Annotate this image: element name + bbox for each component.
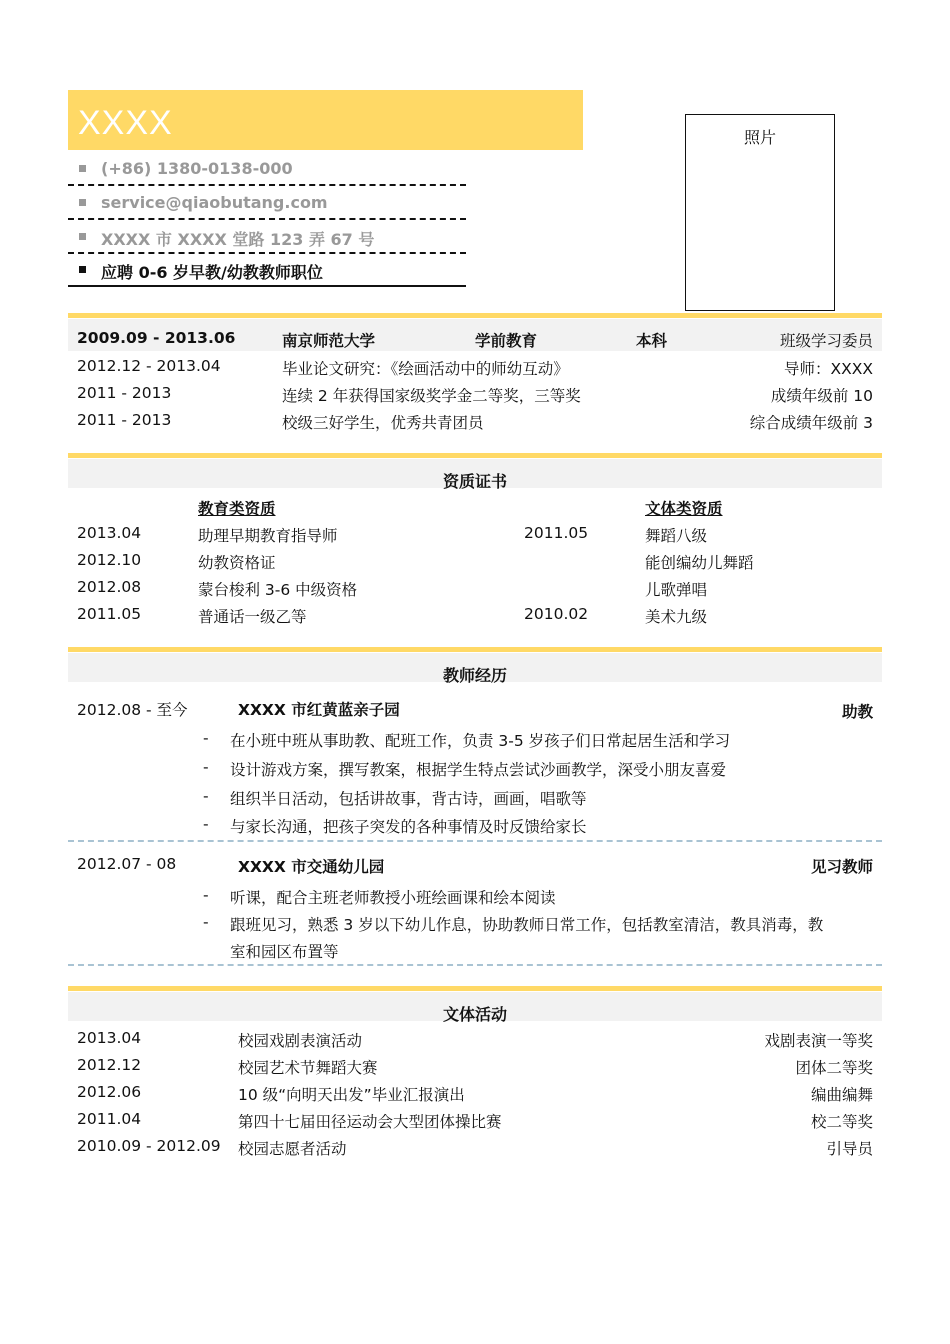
activity-name: 第四十七届田径运动会大型团体操比赛 [238,1113,502,1131]
cert-name: 助理早期教育指导师 [198,527,338,545]
edu-row-right: 综合成绩年级前 3 [749,414,873,432]
activity-date: 2012.12 [77,1056,142,1074]
photo-placeholder [685,114,835,311]
edu-row-desc: 毕业论文研究：《绘画活动中的师幼互动》 [282,360,569,378]
job-bullet: 与家长沟通，把孩子突发的各种事情及时反馈给家长 [230,818,587,836]
cert-name: 儿歌弹唱 [645,581,708,599]
cert-name: 美术九级 [645,608,708,626]
edu-school: 南京师范大学 [282,332,376,350]
job-bullet: 跟班见习，熟悉 3 岁以下幼儿作息，协助教师日常工作，包括教室清洁，教具消毒，教 [230,916,824,934]
activity-name: 校园志愿者活动 [238,1140,347,1158]
job-date: 2012.08 - 至今 [77,701,188,719]
edu-date: 2009.09 - 2013.06 [77,329,236,347]
dash-bullet-icon: - [203,787,209,805]
cert-date: 2013.04 [77,524,142,542]
activity-award: 引导员 [826,1140,873,1158]
square-bullet-icon [79,199,86,206]
activities-title: 文体活动 [442,1005,507,1024]
activity-award: 团体二等奖 [795,1059,873,1077]
cert-name: 舞蹈八级 [645,527,708,545]
certs-title: 资质证书 [442,472,507,491]
experience-title: 教师经历 [442,666,507,685]
job-bullet-continued: 室和园区布置等 [230,943,339,961]
section-divider [68,313,882,318]
dash-bullet-icon: - [203,758,209,776]
cert-date: 2010.02 [524,605,589,623]
square-bullet-icon [79,165,86,172]
certs-left-heading: 教育类资质 [198,500,276,518]
cert-date: 2011.05 [77,605,142,623]
edu-degree: 本科 [636,332,668,350]
photo-label: 照片 [743,128,776,147]
activity-date: 2011.04 [77,1110,142,1128]
edu-row-right: 导师：XXXX [784,360,873,378]
activity-name: 校园戏剧表演活动 [238,1032,363,1050]
cert-name: 幼教资格证 [198,554,276,572]
cert-name: 能创编幼儿舞蹈 [645,554,754,572]
cert-date: 2012.10 [77,551,142,569]
email-text: service@qiaobutang.com [101,193,328,212]
square-bullet-icon [79,233,86,240]
edu-row-date: 2011 - 2013 [77,384,172,402]
job-bullet: 组织半日活动，包括讲故事，背古诗，画画，唱歌等 [230,790,587,808]
job-bullet: 听课，配合主班老师教授小班绘画课和绘本阅读 [230,889,556,907]
edu-role: 班级学习委员 [779,332,873,350]
cert-date: 2012.08 [77,578,142,596]
cert-name: 蒙台梭利 3-6 中级资格 [198,581,358,599]
job-date: 2012.07 - 08 [77,855,177,873]
activity-award: 校二等奖 [810,1113,873,1131]
dash-bullet-icon: - [203,729,209,747]
activity-name: 校园艺术节舞蹈大赛 [238,1059,378,1077]
job-role: 助教 [841,703,873,721]
square-bullet-icon [79,266,86,273]
section-divider [68,647,882,652]
edu-row-desc: 校级三好学生，优秀共青团员 [282,414,484,432]
edu-row-right: 成绩年级前 10 [770,387,873,405]
edu-row-date: 2011 - 2013 [77,411,172,429]
candidate-name: XXXX [78,104,173,142]
section-divider [68,986,882,991]
job-org: XXXX 市交通幼儿园 [238,858,385,876]
activity-date: 2012.06 [77,1083,142,1101]
edu-row-date: 2012.12 - 2013.04 [77,357,221,375]
dash-bullet-icon: - [203,913,209,931]
job-org: XXXX 市红黄蓝亲子园 [238,701,400,719]
cert-name: 普通话一级乙等 [198,608,307,626]
job-bullet: 在小班中班从事助教、配班工作，负责 3-5 岁孩子们日常起居生活和学习 [230,732,731,750]
job-bullet: 设计游戏方案，撰写教案，根据学生特点尝试沙画教学，深受小朋友喜爱 [230,761,727,779]
dash-bullet-icon: - [203,886,209,904]
email-row [68,190,466,220]
activity-award: 戏剧表演一等奖 [764,1032,873,1050]
activity-award: 编曲编舞 [810,1086,873,1104]
activity-name: 10 级“向明天出发”毕业汇报演出 [238,1086,465,1104]
objective-row [68,257,466,287]
dash-bullet-icon: - [203,815,209,833]
phone-row [68,156,466,186]
objective-text: 应聘 0-6 岁早教/幼教教师职位 [101,263,323,282]
edu-major: 学前教育 [475,332,538,350]
certs-right-heading: 文体类资质 [645,500,723,518]
job-divider [68,964,882,966]
job-divider [68,840,882,842]
section-divider [68,453,882,458]
address-row [68,224,466,254]
edu-row-desc: 连续 2 年获得国家级奖学金二等奖，三等奖 [282,387,581,405]
phone-text: (+86) 1380-0138-000 [101,159,293,178]
job-role: 见习教师 [810,858,873,876]
address-text: XXXX 市 XXXX 堂路 123 弄 67 号 [101,230,375,249]
activity-date: 2010.09 - 2012.09 [77,1137,221,1155]
cert-date: 2011.05 [524,524,589,542]
activity-date: 2013.04 [77,1029,142,1047]
